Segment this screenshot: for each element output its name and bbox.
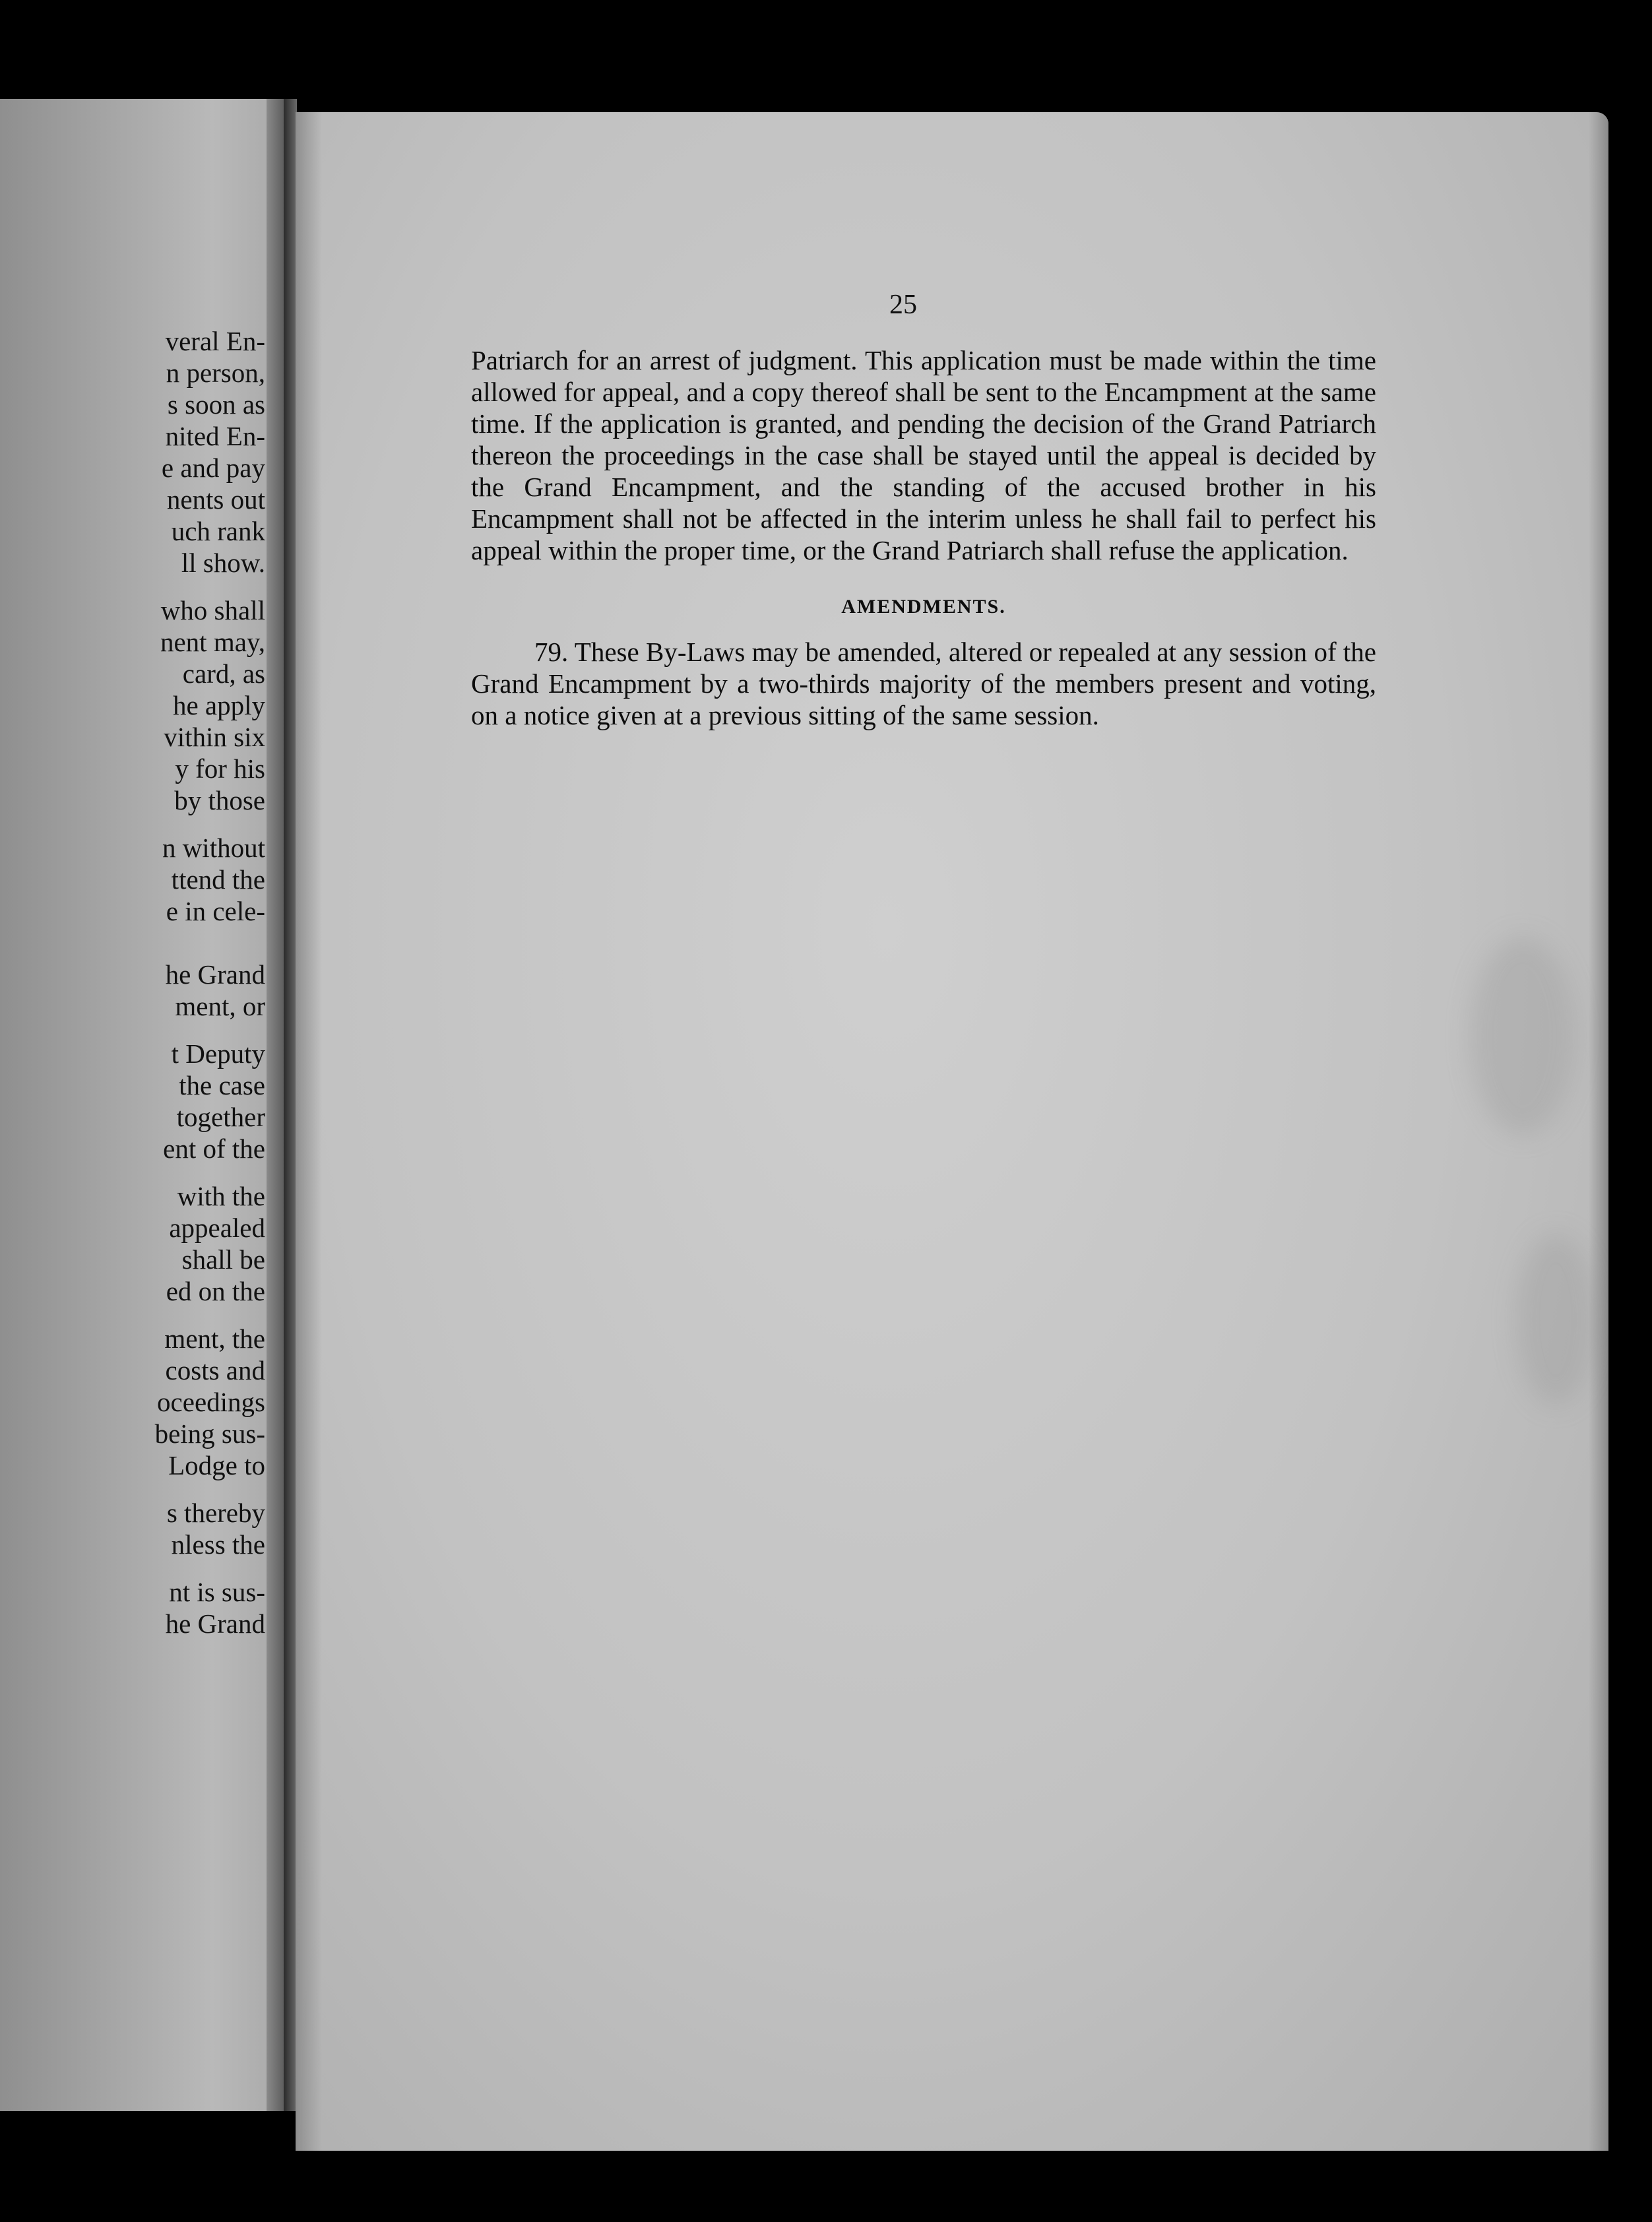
left-page-line: ttend the	[171, 864, 265, 895]
section-heading-amendments: AMENDMENTS.	[841, 596, 1006, 618]
left-page-line: ed on the	[166, 1276, 265, 1306]
right-page	[296, 112, 1608, 2151]
page-body	[471, 344, 1376, 731]
line-gap	[0, 816, 265, 832]
line-gap	[0, 1481, 265, 1497]
left-page-line: he Grand	[165, 1608, 265, 1639]
left-page-line: uch rank	[171, 516, 265, 546]
line-gap	[0, 1022, 265, 1038]
left-page-line: n person,	[166, 358, 265, 388]
left-page-line: n without	[162, 833, 265, 863]
left-page-line: vithin six	[164, 722, 265, 752]
left-page-line: who shall	[160, 595, 265, 625]
paragraph-amendments: 79. These By-Laws may be amended, altered or repealed at any session of the Grand Encampment by a two-thirds majority of the members present and voting, on a notice given at a previous sitting of the same session.	[471, 637, 1376, 730]
left-page-line: nt is sus-	[169, 1577, 265, 1607]
left-page-gutter	[267, 99, 284, 2111]
page-stain	[1516, 1234, 1595, 1405]
page-number: 25	[889, 290, 917, 320]
page-stain	[1470, 937, 1575, 1135]
left-page-line: nents out	[166, 484, 265, 515]
left-page-line: shall be	[181, 1244, 265, 1275]
left-page-line: card, as	[182, 658, 265, 689]
left-page-line: ent of the	[163, 1133, 265, 1164]
left-page-line: ment, the	[164, 1323, 265, 1354]
left-page-line: e in cele-	[166, 896, 265, 926]
left-page-line: appealed	[169, 1213, 265, 1243]
line-gap	[0, 927, 265, 943]
left-page-line: he Grand	[165, 959, 265, 990]
left-page-line: e and pay	[161, 453, 265, 483]
left-page-line: Lodge to	[168, 1450, 265, 1480]
left-page-line: ment, or	[175, 991, 265, 1021]
left-page-line: the case	[179, 1070, 265, 1100]
left-page-line: s soon as	[167, 389, 265, 420]
left-page-line: being sus-	[154, 1418, 265, 1449]
line-gap	[0, 1164, 265, 1180]
left-page-fragment	[0, 99, 284, 2111]
page-right-edge	[1589, 112, 1608, 2151]
line-gap	[0, 1560, 265, 1576]
paragraph-arrest-of-judgment: Patriarch for an arrest of judgment. This application must be made within the time allowed for appeal, and a copy thereof shall be sent to the Encampment at the same time. If the application is granted, and pending the decision of the Grand Patriarch thereon the proceedings in the case shall be stayed until the appeal is decided by the Grand Encampment, and the standing of the accused brother in his Encampment shall not be affected in the interim unless he shall fail to perfect his appeal within the proper time, or the Grand Patriarch shall refuse the application.	[471, 345, 1376, 565]
left-page-line: ll show.	[181, 548, 265, 578]
line-gap	[0, 943, 265, 959]
left-page-line: s thereby	[166, 1498, 265, 1528]
page-edge-shadow	[296, 112, 322, 2151]
book-spine	[284, 99, 297, 2111]
line-gap	[0, 1307, 265, 1323]
left-page-line: y for his	[175, 753, 265, 784]
left-page-line: veral En-	[165, 326, 265, 356]
left-page-line: costs and	[165, 1355, 265, 1385]
left-page-line: t Deputy	[171, 1038, 265, 1069]
left-page-line: oceedings	[157, 1387, 265, 1417]
left-page-line: together	[176, 1102, 265, 1132]
left-page-line: nless the	[171, 1529, 265, 1560]
left-page-line: he apply	[172, 690, 265, 720]
left-page-text	[0, 325, 265, 1639]
line-gap	[0, 579, 265, 594]
left-page-line: by those	[174, 785, 265, 815]
left-page-line: with the	[177, 1181, 265, 1211]
left-page-line: nent may,	[160, 627, 265, 657]
left-page-line: nited En-	[165, 421, 265, 451]
